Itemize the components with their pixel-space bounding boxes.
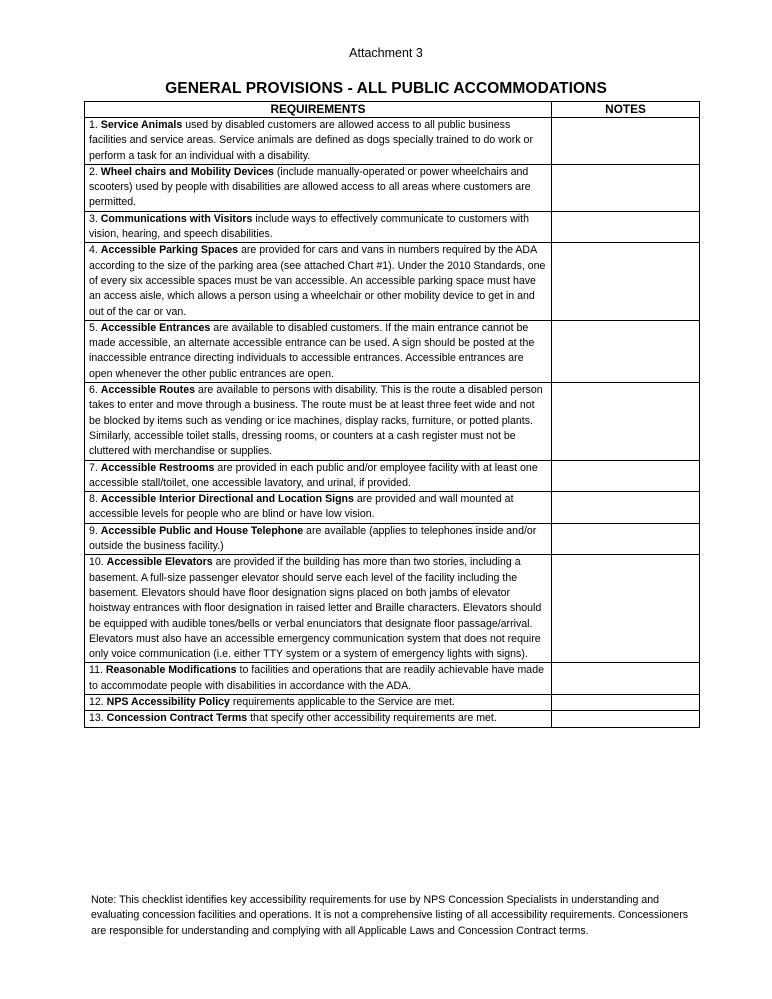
notes-cell[interactable]	[552, 243, 700, 320]
requirement-text: to facilities and operations that are readily achievable have made to accommodate people with disabilities in accordance with the ADA.	[89, 664, 544, 692]
requirement-number: 3.	[89, 212, 101, 225]
requirement-cell	[85, 663, 552, 695]
table-row	[85, 492, 700, 524]
requirement-text: that specify other accessibility requirements are met.	[247, 712, 497, 725]
table-row	[85, 694, 700, 710]
table-row	[85, 460, 700, 492]
notes-cell[interactable]	[552, 460, 700, 492]
requirement-text: are provided and wall mounted at accessible levels for people who are blind or have low vision.	[89, 493, 514, 521]
notes-column-header: NOTES	[552, 102, 700, 118]
requirement-cell	[85, 694, 552, 710]
table-row	[85, 523, 700, 555]
requirement-text: are available to persons with disability. This is the route a disabled person takes to enter and move through a business. The route must be at least three feet wide and not be blocked by items such as vending or ice machines, display racks, furniture, or potted plants. Similarly, accessible toilet stalls, dressing rooms, or counters at a cash register must not be cluttered with merchandise or supplies.	[89, 384, 543, 458]
requirement-text: are provided if the building has more than two stories, including a basement. A full-size passenger elevator should serve each level of the facility including the basement. Elevators should have floor designation signs placed on both jambs of elevator hoistway entrances with floor designation in raised letter and Braille characters. Elevators should be equipped with audible tones/bells or verbal enunciators that designate floor passage/arrival. Elevators must also have an accessible emergency communication system that does not require only voice communication (i.e. either TTY system or a system of emergency lights with signs).	[89, 556, 542, 661]
requirement-term: Concession Contract Terms	[106, 712, 248, 725]
requirement-term: Reasonable Modifications	[105, 664, 237, 677]
requirement-term: Accessible Interior Directional and Location Signs	[100, 493, 354, 506]
requirement-number: 1.	[89, 119, 101, 131]
requirement-text: include ways to effectively communicate to customers with vision, hearing, and speech disabilities.	[89, 212, 529, 241]
footer-note: Note: This checklist identifies key accessibility requirements for use by NPS Concession Specialists in understanding and evaluating concession facilities and operations. It is not a comprehensive listing of all accessibility requirements. Concessioners are responsible for understanding and complying with all Applicable Laws and Concession Contract terms.	[91, 894, 689, 937]
notes-cell[interactable]	[552, 555, 700, 663]
requirement-cell	[85, 383, 552, 460]
table-row	[85, 211, 700, 243]
attachment-label: Attachment 3	[349, 46, 423, 60]
requirement-cell	[85, 243, 552, 320]
notes-cell[interactable]	[552, 383, 700, 460]
table-header-row	[85, 102, 700, 118]
table-row	[85, 555, 700, 663]
requirement-number: 7.	[89, 461, 101, 474]
requirement-term: Accessible Entrances	[100, 321, 211, 334]
table-row	[85, 164, 700, 211]
requirements-column-header: REQUIREMENTS	[85, 102, 552, 118]
requirement-text: are available (applies to telephones inside and/or outside the business facility.)	[89, 524, 537, 553]
requirement-number: 4.	[89, 244, 101, 257]
requirement-cell	[85, 211, 552, 243]
requirement-number: 9.	[89, 524, 101, 537]
requirement-number: 6.	[89, 384, 101, 397]
page-title: GENERAL PROVISIONS - ALL PUBLIC ACCOMMODATIONS	[165, 80, 607, 97]
requirement-cell	[85, 460, 552, 492]
requirement-number: 8.	[89, 493, 101, 506]
requirement-cell	[85, 555, 552, 663]
requirement-cell	[85, 711, 552, 727]
requirement-term: Accessible Restrooms	[100, 461, 215, 474]
requirement-text: requirements applicable to the Service are met.	[229, 695, 455, 708]
requirement-text: are provided for cars and vans in numbers required by the ADA according to the size of the parking area (see attached Chart #1). Under the 2010 Standards, one of every six accessible spaces must be van accessible. An accessible parking space must have an access aisle, which allows a person using a wheelchair or other mobility device to get in and out of the car or van.	[89, 244, 546, 318]
requirement-term: Accessible Parking Spaces	[100, 244, 238, 257]
table-row	[85, 320, 700, 382]
requirement-number: 11.	[89, 664, 106, 677]
notes-cell[interactable]	[552, 164, 700, 211]
notes-cell[interactable]	[552, 694, 700, 710]
requirement-number: 12.	[89, 695, 107, 708]
table-row	[85, 118, 700, 165]
requirement-number: 13.	[89, 712, 107, 725]
requirement-term: Accessible Public and House Telephone	[100, 524, 304, 537]
requirement-term: Wheel chairs and Mobility Devices	[100, 165, 274, 178]
notes-cell[interactable]	[552, 663, 700, 695]
notes-cell[interactable]	[552, 492, 700, 524]
notes-cell[interactable]	[552, 211, 700, 243]
requirement-term: Accessible Elevators	[106, 556, 213, 569]
notes-cell[interactable]	[552, 523, 700, 555]
requirement-text: are provided in each public and/or employee facility with at least one accessible stall/toilet, one accessible lavatory, and urinal, if provided.	[89, 461, 538, 489]
requirement-cell	[85, 492, 552, 524]
requirement-cell	[85, 118, 552, 165]
requirement-term: Accessible Routes	[100, 384, 195, 397]
requirement-term: Service Animals	[100, 119, 183, 131]
requirement-term: NPS Accessibility Policy	[106, 695, 230, 708]
requirement-cell	[85, 523, 552, 555]
notes-cell[interactable]	[552, 320, 700, 382]
requirements-table	[84, 101, 700, 728]
requirement-term: Communications with Visitors	[100, 212, 253, 225]
requirement-text: are available to disabled customers. If the main entrance cannot be made accessible, an alternate accessible entrance can be used. A sign should be posted at the inaccessible entrance directing individuals to accessible entrances. Accessible entrances are open whenever the other public entrances are open.	[89, 321, 535, 380]
requirement-number: 10.	[89, 556, 107, 569]
table-row	[85, 711, 700, 727]
requirement-text: (include manually-operated or power wheelchairs and scooters) used by people with disabilities are allowed access to all areas where customers are permitted.	[89, 165, 531, 209]
table-row	[85, 663, 700, 695]
requirement-number: 2.	[89, 165, 101, 178]
requirement-number: 5.	[89, 321, 101, 334]
requirement-cell	[85, 320, 552, 382]
table-row	[85, 243, 700, 320]
requirements-body	[85, 118, 700, 728]
notes-cell[interactable]	[552, 711, 700, 727]
notes-cell[interactable]	[552, 118, 700, 165]
requirement-text: used by disabled customers are allowed access to all public business facilities and service areas. Service animals are defined as dogs specially trained to do work or perform a task for an individual with a disability.	[89, 119, 533, 162]
table-row	[85, 383, 700, 460]
requirement-cell	[85, 164, 552, 211]
